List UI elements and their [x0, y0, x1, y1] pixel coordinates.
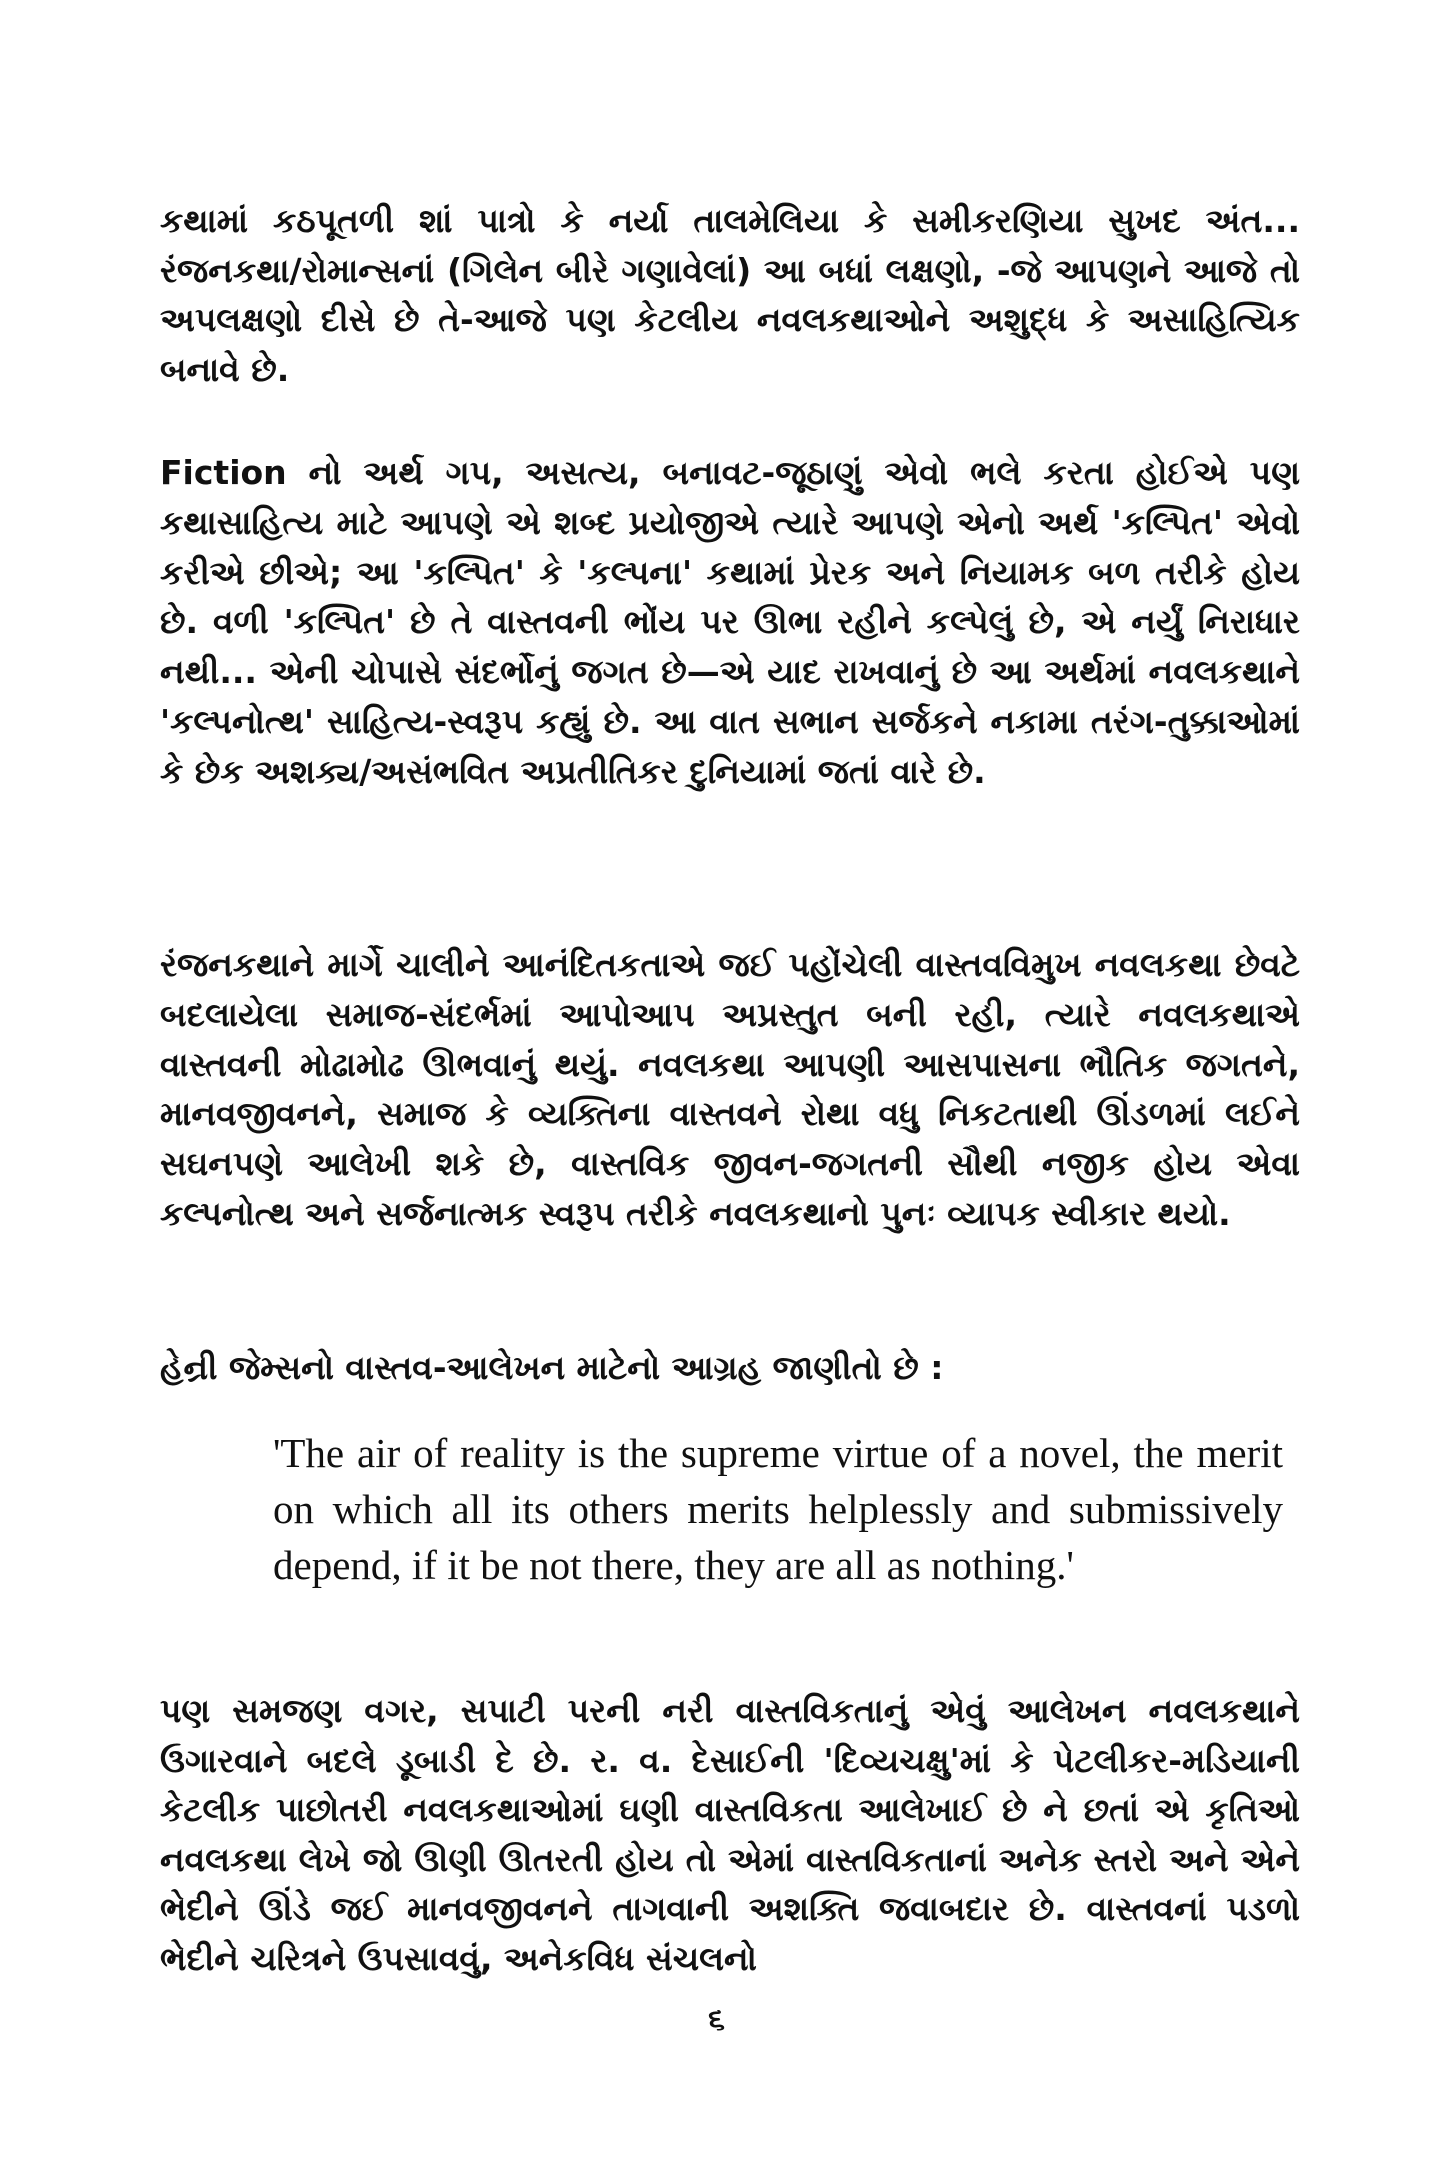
paragraph-5: પણ સમજણ વગર, સપાટી પરની નરી વાસ્તવિકતાનું એવું આલેખન નવલકથાને ઉગારવાને બદલે ડૂબાડી દે છે. ર. વ. દેસાઈની 'દિવ્યચક્ષુ'માં કે પેટલીકર-મડિયાની કેટલીક પાછોતરી નવલકથાઓમાં ઘણી વાસ્તવિકતા આલેખાઈ છે ને છતાં એ કૃતિઓ નવલકથા લેખે જો ઊણી ઊતરતી હોય તો એમાં વાસ્તવિકતાનાં અનેક સ્તરો અને એને ભેદીને ઊંડે જઈ માનવજીવનને તાગવાની અશક્તિ જવાબદાર છે. વાસ્તવનાં પડળો ભેદીને ચરિત્રને ઉપસાવવું, અનેકવિધ સંચલનો: [160, 1691, 1300, 1978]
paragraph-4: હેન્રી જેમ્સનો વાસ્તવ-આલેખન માટેનો આગ્રહ જાણીતો છે :: [160, 1348, 944, 1387]
paragraph-2: Fiction નો અર્થ ગપ, અસત્ય, બનાવટ-જૂઠાણું એવો ભલે કરતા હોઈએ પણ કથાસાહિત્ય માટે આપણે એ શબ્દ પ્રયોજીએ ત્યારે આપણે એનો અર્થ 'કલ્પિત' એવો કરીએ છીએ; આ 'કલ્પિત' કે 'કલ્પના' કથામાં પ્રેરક અને નિયામક બળ તરીકે હોય છે. વળી 'કલ્પિત' છે તે વાસ્તવની ભોંય પર ઊભા રહીને કલ્પેલું છે, એ નર્યું નિરાધાર નથી... એની ચોપાસે સંદર્ભોનું જગત છે—એ યાદ રાખવાનું છે આ અર્થમાં નવલકથાને 'કલ્પનોત્થ' સાહિત્ય-સ્વરૂપ કહ્યું છે. આ વાત સભાન સર્જકને નકામા તરંગ-તુક્કાઓમાં કે છેક અશક્ય/અસંભવિત અપ્રતીતિકર દુનિયામાં જતાં વારે છે.: [160, 453, 1300, 791]
paragraph-3: રંજનકથાને માર્ગે ચાલીને આનંદિતકતાએ જઈ પહોંચેલી વાસ્તવવિમુખ નવલકથા છેવટે બદલાયેલા સમાજ-સંદર્ભમાં આપોઆપ અપ્રસ્તુત બની રહી, ત્યારે નવલકથાએ વાસ્તવની મોઢામોઢ ઊભવાનું થયું. નવલકથા આપણી આસપાસના ભૌતિક જગતને, માનવજીવનને, સમાજ કે વ્યક્તિના વાસ્તવને રોથા વધુ નિકટતાથી ઊંડળમાં લઈને સઘનપણે આલેખી શકે છે, વાસ્તવિક જીવન-જગતની સૌથી નજીક હોય એવા કલ્પનોત્થ અને સર્જનાત્મક સ્વરૂપ તરીકે નવલકથાનો પુનઃ વ્યાપક સ્વીકાર થયો.: [160, 945, 1300, 1233]
page-number: ૬: [708, 2002, 725, 2037]
block-quote: 'The air of reality is the supreme virtue of a novel, the merit on which all its others merits helplessly and submissively depend, if it be not there, they are all as nothing.': [273, 1430, 1283, 1588]
paragraph-1: કથામાં કઠપૂતળી શાં પાત્રો કે નર્યા તાલમેલિયા કે સમીકરણિયા સુખદ અંત... રંજનકથા/રોમાન્સનાં (ગિલેન બીરે ગણાવેલાં) આ બધાં લક્ષણો, -જે આપણને આજે તો અપલક્ષણો દીસે છે તે-આજે પણ કેટલીય નવલકથાઓને અશુદ્ધ કે અસાહિત્યિક બનાવે છે.: [160, 201, 1300, 389]
